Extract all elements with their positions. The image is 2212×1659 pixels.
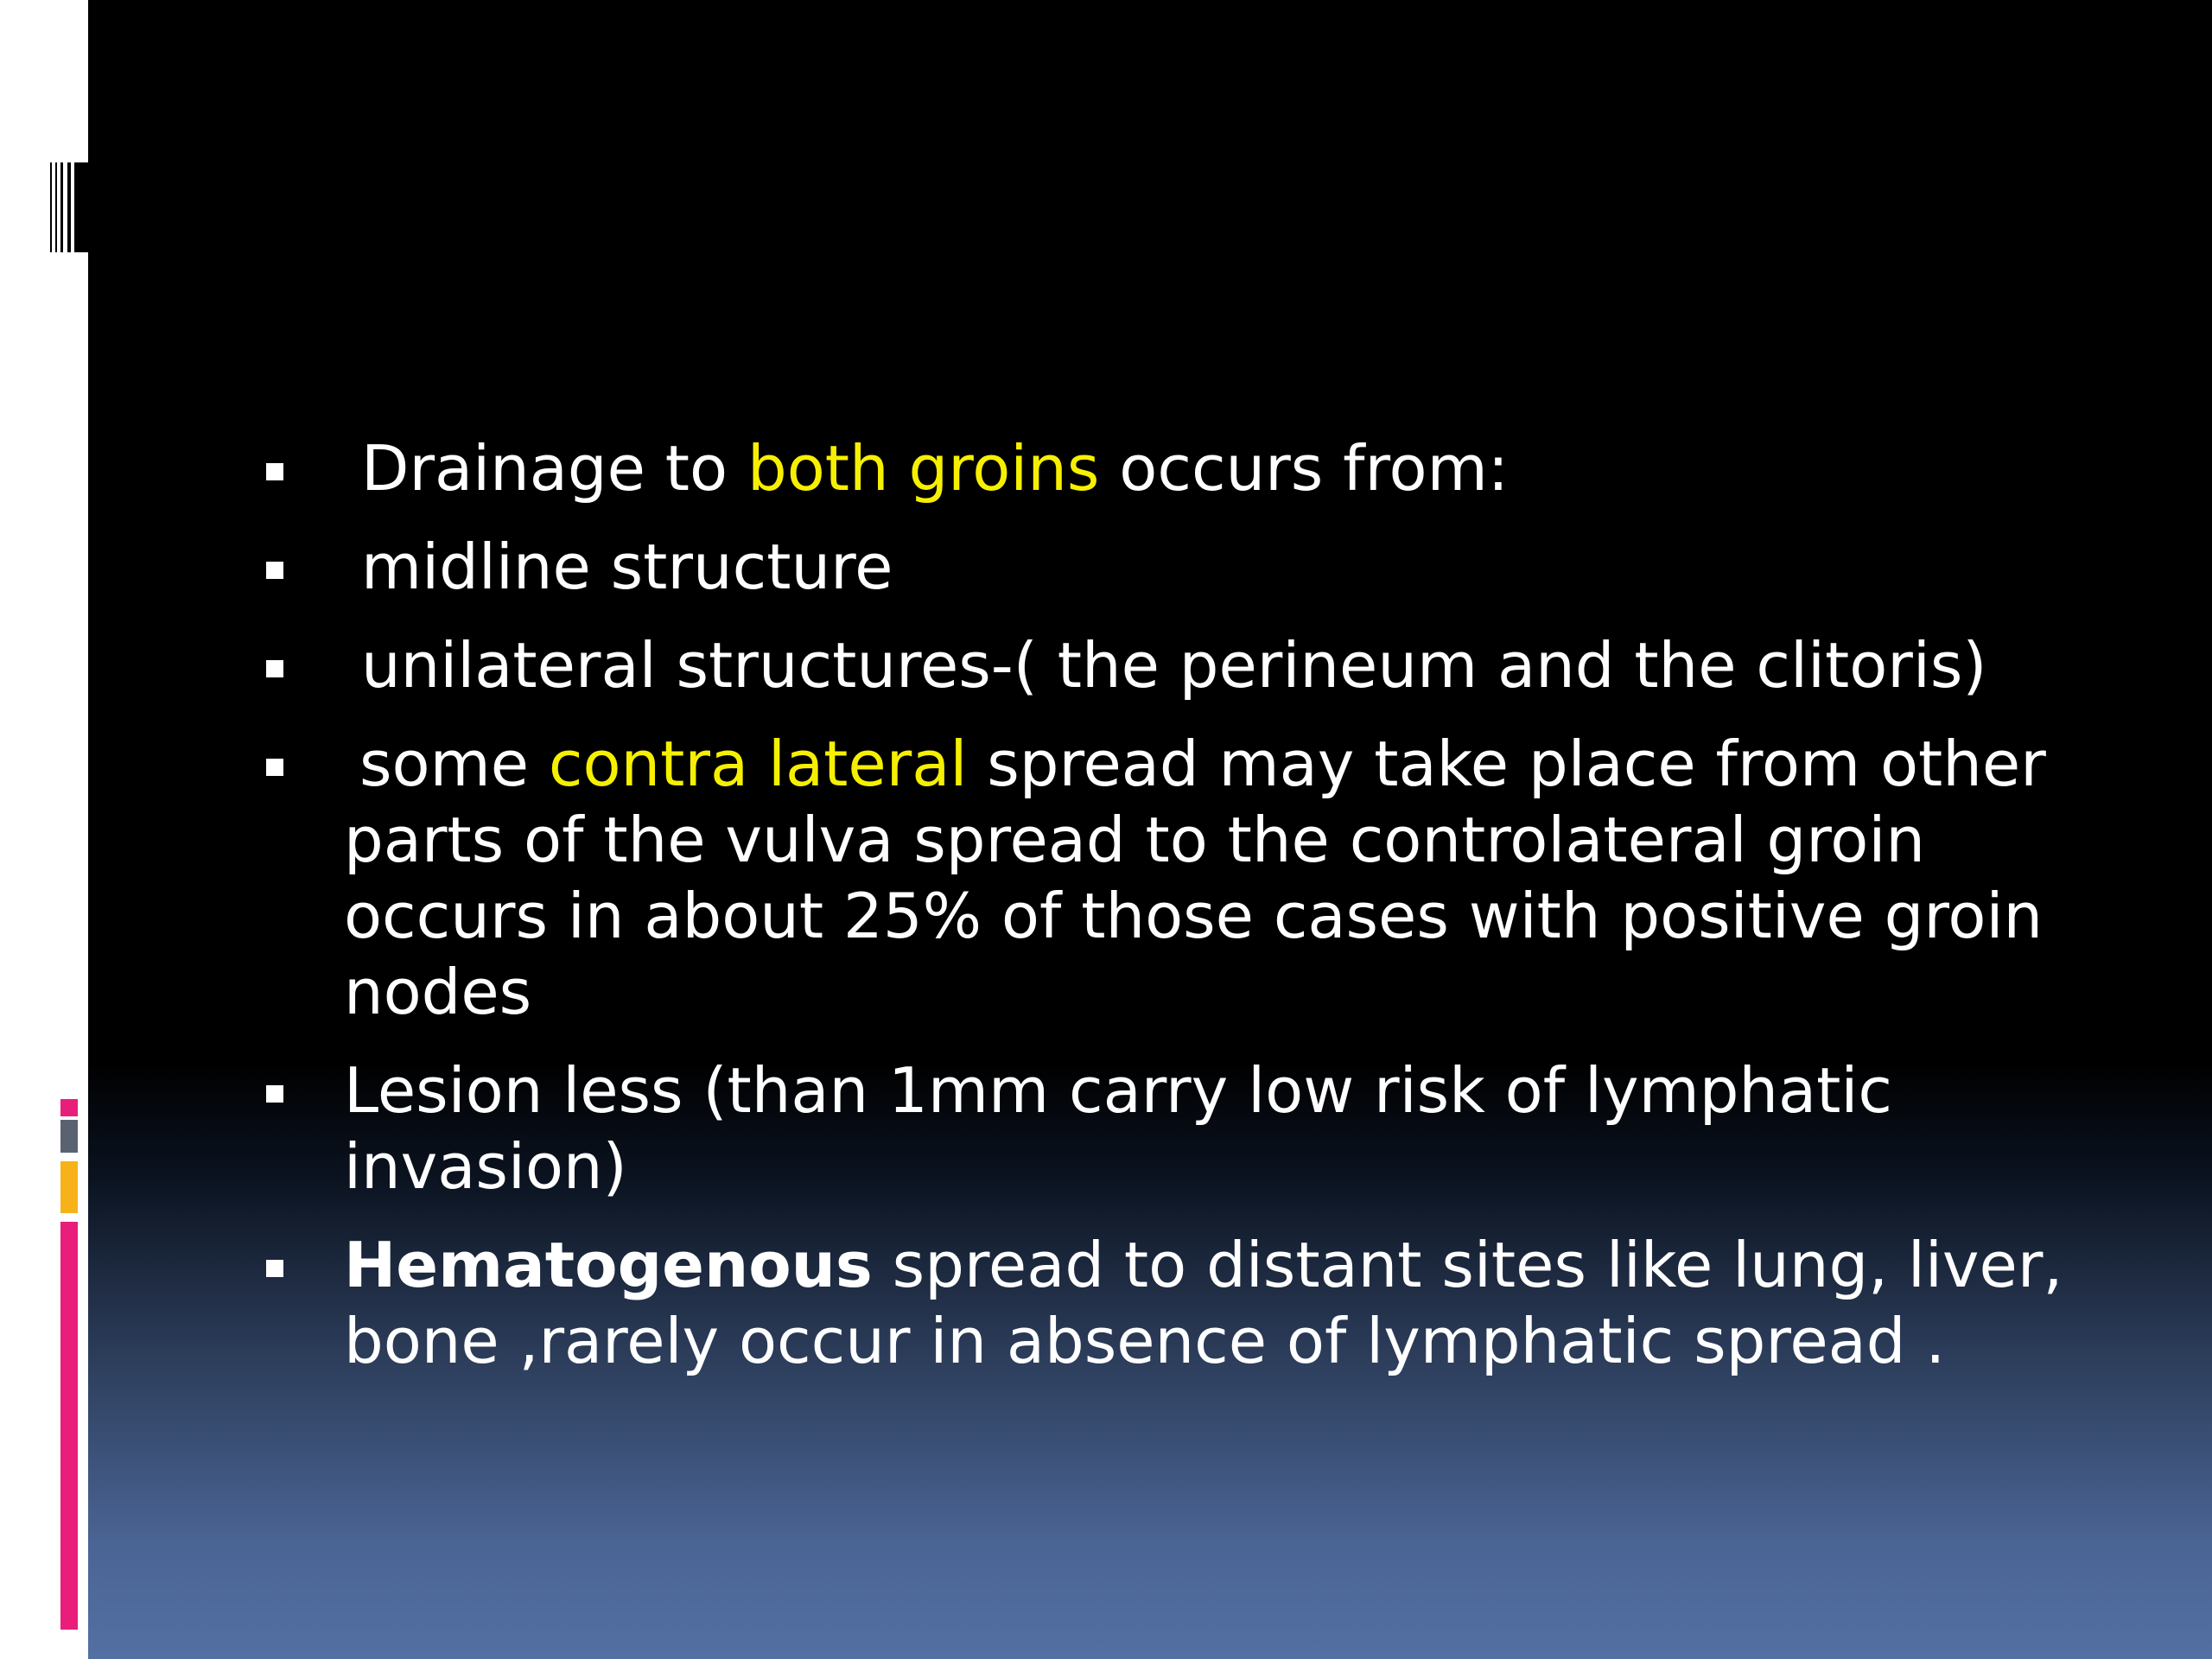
square-bullet-icon <box>266 660 283 677</box>
bullet-item <box>259 430 2126 506</box>
bullet-text: some <box>359 728 549 800</box>
square-bullet-icon <box>266 759 283 776</box>
bullet-text: spread to distant sites like lung, liver, bone ,rarely occur in absence of lymphatic spread . <box>344 1229 2063 1377</box>
bullet-text: spread may take place from other parts of the vulva spread to the controlateral groin occurs in about 25% of those cases with positive groin nodes <box>344 728 2046 1028</box>
square-bullet-icon <box>266 1085 283 1103</box>
corner-stripes-decoration <box>50 162 88 252</box>
accent-bar-pink-top <box>60 1099 78 1116</box>
bullet-text: occurs from: <box>1099 432 1509 505</box>
accent-bar-gold <box>60 1161 78 1213</box>
bold-term: Hematogenous <box>344 1229 873 1301</box>
accent-bar-pink <box>60 1222 78 1630</box>
bullet-list <box>259 430 2126 1379</box>
bullet-text: Drainage to <box>361 432 747 505</box>
square-bullet-icon <box>266 463 283 480</box>
bullet-item <box>259 726 2126 1030</box>
bullet-item <box>259 1227 2126 1379</box>
bullet-item <box>259 1052 2126 1205</box>
highlighted-text: both groins <box>747 432 1100 505</box>
square-bullet-icon <box>266 1260 283 1277</box>
highlighted-text: contra lateral <box>548 728 968 800</box>
bullet-text: unilateral structures-( the perineum and the clitoris) <box>361 629 1987 702</box>
bullet-text: midline structure <box>361 531 893 603</box>
square-bullet-icon <box>266 562 283 579</box>
accent-bar-gray <box>60 1120 78 1153</box>
bullet-item <box>259 529 2126 605</box>
bullet-item <box>259 627 2126 703</box>
bullet-text: Lesion less (than 1mm carry low risk of lymphatic invasion) <box>344 1054 1892 1203</box>
